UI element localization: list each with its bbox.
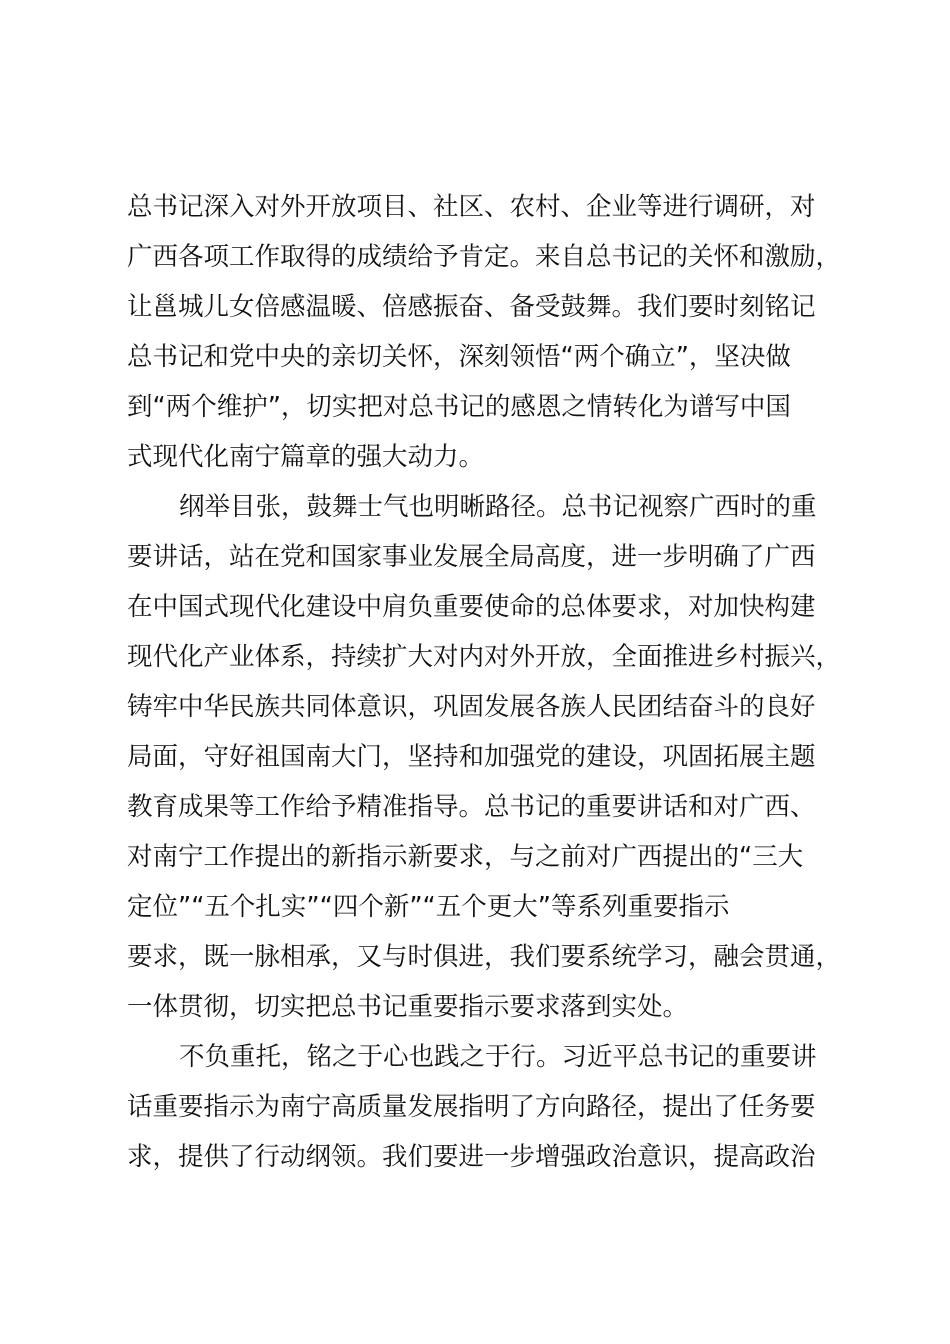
paragraph-line: 在中国式现代化建设中肩负重要使命的总体要求，对加快构建 [127, 592, 816, 622]
paragraph-line: 要求，既一脉相承，又与时俱进，我们要系统学习，融会贯通， [127, 942, 842, 972]
paragraph-line: 定位”“五个扎实”“四个新”“五个更大”等系列重要指示 [127, 892, 730, 922]
paragraph-line: 铸牢中华民族共同体意识，巩固发展各族人民团结奋斗的良好 [127, 692, 816, 722]
paragraph-line: 广西各项工作取得的成绩给予肯定。来自总书记的关怀和激励， [127, 242, 842, 272]
paragraph-line: 要讲话，站在党和国家事业发展全局高度，进一步明确了广西 [127, 542, 816, 572]
paragraph-line: 求，提供了行动纲领。我们要进一步增强政治意识，提高政治 [127, 1142, 816, 1172]
paragraph-line: 到“两个维护”，切实把对总书记的感恩之情转化为谱写中国 [127, 392, 791, 422]
paragraph-3 [127, 1032, 857, 1182]
paragraph-1 [127, 182, 857, 482]
paragraph-line: 现代化产业体系，持续扩大对内对外开放，全面推进乡村振兴， [127, 642, 842, 672]
paragraph-line: 让邕城儿女倍感温暖、倍感振奋、备受鼓舞。我们要时刻铭记 [127, 292, 816, 322]
paragraph-line: 总书记深入对外开放项目、社区、农村、企业等进行调研，对 [127, 192, 816, 222]
paragraph-line: 局面，守好祖国南大门，坚持和加强党的建设，巩固拓展主题 [127, 742, 816, 772]
paragraph-line: 式现代化南宁篇章的强大动力。 [127, 442, 485, 472]
paragraph-line: 纲举目张，鼓舞士气也明晰路径。总书记视察广西时的重 [179, 492, 817, 522]
paragraph-line: 对南宁工作提出的新指示新要求，与之前对广西提出的“三大 [127, 842, 804, 872]
paragraph-line: 不负重托，铭之于心也践之于行。习近平总书记的重要讲 [179, 1042, 817, 1072]
paragraph-line: 话重要指示为南宁高质量发展指明了方向路径，提出了任务要 [127, 1092, 816, 1122]
paragraph-line: 教育成果等工作给予精准指导。总书记的重要讲话和对广西、 [127, 792, 816, 822]
document-body [127, 182, 857, 1182]
paragraph-2 [127, 482, 857, 1032]
paragraph-line: 总书记和党中央的亲切关怀，深刻领悟“两个确立”，坚决做 [127, 342, 791, 372]
paragraph-line: 一体贯彻，切实把总书记重要指示要求落到实处。 [127, 992, 689, 1022]
